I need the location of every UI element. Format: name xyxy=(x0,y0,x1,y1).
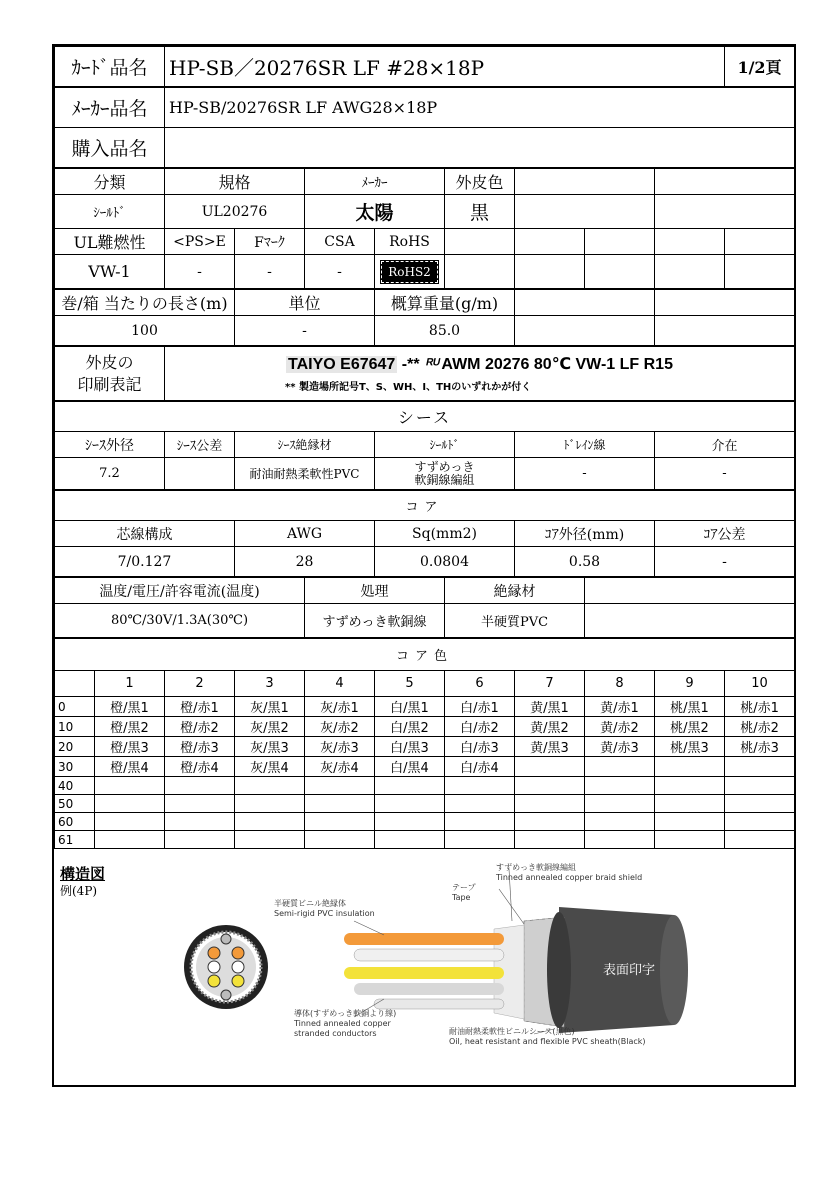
maker-value: 太陽 xyxy=(305,195,445,229)
color-cell: 白/黒1 xyxy=(375,697,445,717)
color-cell xyxy=(725,795,795,813)
color-cell: 橙/赤1 xyxy=(165,697,235,717)
sheath-od-value: 7.2 xyxy=(55,458,165,490)
rohs2-badge: RoHS2 xyxy=(381,261,438,283)
color-cell: 白/赤1 xyxy=(445,697,515,717)
length-value: 100 xyxy=(55,316,235,346)
filler-value: - xyxy=(655,458,795,490)
sheath-label-en: Oil, heat resistant and flexible PVC sheath(Black) xyxy=(449,1037,646,1046)
print-label xyxy=(55,347,165,401)
ul-recognized-icon: ᴿᵁ xyxy=(424,356,442,373)
color-cell xyxy=(235,831,305,849)
sheath-tol-header: ｼｰｽ公差 xyxy=(165,432,235,458)
empty-cell xyxy=(55,671,95,697)
color-row xyxy=(55,697,795,717)
color-cell: 桃/赤3 xyxy=(725,737,795,757)
color-cell xyxy=(95,777,165,795)
print-text-cell xyxy=(165,347,795,401)
color-cell xyxy=(445,813,515,831)
strand-header: 芯線構成 xyxy=(55,521,235,547)
header-table xyxy=(54,46,795,87)
color-row xyxy=(55,757,795,777)
rohs-value-cell xyxy=(375,255,445,289)
maker-name-value: HP-SB/20276SR LF AWG28×18P xyxy=(165,88,795,128)
f-mark-header: Fﾏｰｸ xyxy=(235,229,305,255)
color-cell: 黄/赤1 xyxy=(585,697,655,717)
sheath-table xyxy=(54,401,795,490)
empty-cell xyxy=(655,169,795,195)
empty-cell xyxy=(585,578,795,604)
color-cell: 黄/黒2 xyxy=(515,717,585,737)
color-cell: 桃/赤1 xyxy=(725,697,795,717)
color-cell: 橙/黒2 xyxy=(95,717,165,737)
color-cell: 灰/赤3 xyxy=(305,737,375,757)
core-tol-value: - xyxy=(655,547,795,577)
color-row-index: 20 xyxy=(55,737,95,757)
print-label-line2: 印刷表記 xyxy=(77,374,142,394)
conductor-label-en1: Tinned annealed copper xyxy=(294,1019,391,1028)
color-cell xyxy=(445,777,515,795)
empty-cell xyxy=(515,229,585,255)
purchase-name-label: 購入品名 xyxy=(55,128,165,168)
empty-cell xyxy=(515,169,655,195)
insulation-header: 絶縁材 xyxy=(445,578,585,604)
core-title: コア xyxy=(55,491,795,521)
empty-cell xyxy=(445,229,515,255)
pse-value: - xyxy=(165,255,235,289)
spec-sheet xyxy=(52,44,796,1087)
color-cell: 桃/黒3 xyxy=(655,737,725,757)
color-row-index: 10 xyxy=(55,717,95,737)
insulation-label xyxy=(274,899,375,919)
color-cell xyxy=(655,757,725,777)
insulation-label-en: Semi-rigid PVC insulation xyxy=(274,909,375,918)
color-col-header: 4 xyxy=(305,671,375,697)
color-cell xyxy=(235,795,305,813)
standard-header: 規格 xyxy=(165,169,305,195)
print-text-line1 xyxy=(165,354,794,374)
color-cell: 灰/赤2 xyxy=(305,717,375,737)
treatment-value: すずめっき軟銅線 xyxy=(305,604,445,638)
ul-flame-value: VW-1 xyxy=(55,255,165,289)
color-cell: 白/赤3 xyxy=(445,737,515,757)
empty-cell xyxy=(515,255,585,289)
shield-value: すずめっき 軟銅線編組 xyxy=(375,458,515,490)
color-cell xyxy=(305,813,375,831)
empty-cell xyxy=(655,290,795,316)
length-header: 巻/箱 当たりの長さ(m) xyxy=(55,290,235,316)
sheath-label xyxy=(449,1027,646,1047)
drain-header: ﾄﾞﾚｲﾝ線 xyxy=(515,432,655,458)
core-color-table xyxy=(54,638,795,849)
color-cell: 黄/黒1 xyxy=(515,697,585,717)
maker-name-label: ﾒｰｶｰ品名 xyxy=(55,88,165,128)
color-cell: 白/黒4 xyxy=(375,757,445,777)
color-cell: 橙/赤3 xyxy=(165,737,235,757)
color-cell xyxy=(375,813,445,831)
color-row-index: 61 xyxy=(55,831,95,849)
color-cell xyxy=(655,795,725,813)
color-cell xyxy=(95,831,165,849)
pse-header: <PS>E xyxy=(165,229,235,255)
color-cell: 灰/赤4 xyxy=(305,757,375,777)
length-table xyxy=(54,289,795,346)
unit-value: - xyxy=(235,316,375,346)
color-row xyxy=(55,717,795,737)
empty-cell xyxy=(445,255,515,289)
core-color-header-row xyxy=(55,671,795,697)
structure-diagram xyxy=(54,849,794,1078)
tape-label xyxy=(452,883,476,903)
temp-table xyxy=(54,577,795,638)
conductor-label xyxy=(294,1009,396,1039)
color-row xyxy=(55,737,795,757)
color-cell xyxy=(165,813,235,831)
color-cell xyxy=(375,777,445,795)
shield-header: ｼｰﾙﾄﾞ xyxy=(375,432,515,458)
temp-value: 80℃/30V/1.3A(30℃) xyxy=(55,604,305,638)
maker-header: ﾒｰｶｰ xyxy=(305,169,445,195)
braid-label-jp: すずめっき軟銅線編組 xyxy=(496,863,576,872)
color-cell: 灰/黒1 xyxy=(235,697,305,717)
tape-label-en: Tape xyxy=(452,893,471,902)
unit-header: 単位 xyxy=(235,290,375,316)
color-cell: 灰/黒4 xyxy=(235,757,305,777)
weight-header: 概算重量(g/m) xyxy=(375,290,515,316)
braid-label xyxy=(496,863,642,883)
sheath-color-value: 黒 xyxy=(445,195,515,229)
class-header: 分類 xyxy=(55,169,165,195)
color-cell: 桃/赤2 xyxy=(725,717,795,737)
color-cell xyxy=(585,795,655,813)
color-cell xyxy=(725,831,795,849)
insulation-value: 半硬質PVC xyxy=(445,604,585,638)
color-cell xyxy=(725,757,795,777)
empty-cell xyxy=(655,229,725,255)
color-cell: 桃/黒2 xyxy=(655,717,725,737)
color-row xyxy=(55,813,795,831)
color-col-header: 6 xyxy=(445,671,515,697)
empty-cell xyxy=(655,195,795,229)
core-color-title: コア色 xyxy=(55,639,795,671)
color-col-header: 2 xyxy=(165,671,235,697)
classification-table xyxy=(54,168,795,289)
card-name-label: ｶｰﾄﾞ品名 xyxy=(55,47,165,87)
conductor-label-en2: stranded conductors xyxy=(294,1029,377,1038)
conductor-label-jp: 導体(すずめっき軟銅より線) xyxy=(294,1009,397,1018)
sheath-label-jp: 耐油耐熱柔軟性ビニルシース(黒色) xyxy=(449,1027,575,1036)
color-cell xyxy=(515,757,585,777)
print-table xyxy=(54,346,795,401)
color-cell xyxy=(165,777,235,795)
color-col-header: 7 xyxy=(515,671,585,697)
color-cell xyxy=(375,831,445,849)
color-cell xyxy=(165,831,235,849)
empty-cell xyxy=(585,255,655,289)
color-col-header: 10 xyxy=(725,671,795,697)
print-taiyo: TAIYO E67647 xyxy=(288,356,396,373)
color-cell xyxy=(585,831,655,849)
color-cell xyxy=(655,777,725,795)
color-col-header: 3 xyxy=(235,671,305,697)
csa-value: - xyxy=(305,255,375,289)
color-cell: 灰/黒3 xyxy=(235,737,305,757)
color-cell xyxy=(95,795,165,813)
structure-example: 例(4P) xyxy=(60,884,98,898)
csa-header: CSA xyxy=(305,229,375,255)
color-cell xyxy=(585,813,655,831)
core-od-value: 0.58 xyxy=(515,547,655,577)
color-row-index: 30 xyxy=(55,757,95,777)
color-cell xyxy=(235,813,305,831)
empty-cell xyxy=(725,255,795,289)
color-row-index: 0 xyxy=(55,697,95,717)
color-cell: 白/赤2 xyxy=(445,717,515,737)
color-row-index: 40 xyxy=(55,777,95,795)
color-cell xyxy=(585,757,655,777)
empty-cell xyxy=(515,290,655,316)
rohs-header: RoHS xyxy=(375,229,445,255)
print-dash: -** xyxy=(397,356,424,373)
color-cell: 黄/赤3 xyxy=(585,737,655,757)
color-row-index: 60 xyxy=(55,813,95,831)
core-color-rows xyxy=(55,697,795,849)
empty-cell xyxy=(585,604,795,638)
color-cell: 橙/赤2 xyxy=(165,717,235,737)
color-cell: 橙/黒3 xyxy=(95,737,165,757)
insulation-label-jp: 半硬質ビニル絶縁体 xyxy=(274,899,346,908)
color-row xyxy=(55,795,795,813)
color-cell xyxy=(445,795,515,813)
color-cell xyxy=(655,831,725,849)
sheath-color-header: 外皮色 xyxy=(445,169,515,195)
class-value: ｼｰﾙﾄﾞ xyxy=(55,195,165,229)
color-col-header: 1 xyxy=(95,671,165,697)
purchase-name-value xyxy=(165,128,795,168)
cable-illustration xyxy=(54,849,794,1078)
color-cell xyxy=(515,831,585,849)
braid-label-en: Tinned annealed copper braid shield xyxy=(496,873,643,882)
maker-table xyxy=(54,87,795,168)
color-cell xyxy=(515,777,585,795)
sheath-material-value: 耐油耐熱柔軟性PVC xyxy=(235,458,375,490)
color-cell xyxy=(655,813,725,831)
color-cell: 黄/黒3 xyxy=(515,737,585,757)
color-cell: 白/赤4 xyxy=(445,757,515,777)
sq-value: 0.0804 xyxy=(375,547,515,577)
color-row xyxy=(55,777,795,795)
page-number: 1/2頁 xyxy=(725,47,795,87)
color-cell xyxy=(515,813,585,831)
empty-cell xyxy=(725,229,795,255)
color-cell: 黄/赤2 xyxy=(585,717,655,737)
color-cell xyxy=(305,777,375,795)
color-col-header: 5 xyxy=(375,671,445,697)
empty-cell xyxy=(585,229,655,255)
sheath-material-header: ｼｰｽ絶縁材 xyxy=(235,432,375,458)
color-cell: 橙/黒4 xyxy=(95,757,165,777)
card-name-value: HP-SB／20276SR LF #28×18P xyxy=(165,47,725,87)
empty-cell xyxy=(515,316,655,346)
strand-value: 7/0.127 xyxy=(55,547,235,577)
core-tol-header: ｺｱ公差 xyxy=(655,521,795,547)
surface-print-label: 表面印字 xyxy=(602,963,656,978)
empty-cell xyxy=(655,316,795,346)
color-cell xyxy=(375,795,445,813)
color-cell: 灰/黒2 xyxy=(235,717,305,737)
color-cell: 桃/黒1 xyxy=(655,697,725,717)
color-cell: 灰/赤1 xyxy=(305,697,375,717)
empty-cell xyxy=(655,255,725,289)
sq-header: Sq(mm2) xyxy=(375,521,515,547)
color-cell: 橙/赤4 xyxy=(165,757,235,777)
color-cell xyxy=(305,795,375,813)
treatment-header: 処理 xyxy=(305,578,445,604)
color-col-header: 8 xyxy=(585,671,655,697)
core-od-header: ｺｱ外径(mm) xyxy=(515,521,655,547)
color-row-index: 50 xyxy=(55,795,95,813)
core-table xyxy=(54,490,795,577)
structure-title: 構造図 xyxy=(60,865,106,883)
cross-section-icon xyxy=(184,925,268,1009)
tape-label-jp: テープ xyxy=(452,883,476,892)
print-label-line1: 外皮の xyxy=(85,352,134,372)
sheath-od-header: ｼｰｽ外径 xyxy=(55,432,165,458)
color-cell xyxy=(95,813,165,831)
temp-header: 温度/電圧/許容電流(温度) xyxy=(55,578,305,604)
print-text-line2: ** 製造場所記号T、S、WH、I、THのいずれかが付く xyxy=(285,382,532,393)
standard-value: UL20276 xyxy=(165,195,305,229)
sheath-title: シース xyxy=(55,402,795,432)
ul-flame-header: UL難燃性 xyxy=(55,229,165,255)
sheath-tol-value xyxy=(165,458,235,490)
drain-value: - xyxy=(515,458,655,490)
empty-cell xyxy=(515,195,655,229)
color-cell: 白/黒2 xyxy=(375,717,445,737)
color-cell xyxy=(445,831,515,849)
color-cell xyxy=(305,831,375,849)
f-mark-value: - xyxy=(235,255,305,289)
color-cell xyxy=(165,795,235,813)
awg-header: AWG xyxy=(235,521,375,547)
weight-value: 85.0 xyxy=(375,316,515,346)
color-cell xyxy=(235,777,305,795)
color-cell xyxy=(725,813,795,831)
print-awm: AWM 20276 80℃ VW-1 LF R15 xyxy=(441,356,673,373)
awg-value: 28 xyxy=(235,547,375,577)
color-cell xyxy=(585,777,655,795)
color-cell xyxy=(515,795,585,813)
filler-header: 介在 xyxy=(655,432,795,458)
color-cell: 橙/黒1 xyxy=(95,697,165,717)
color-col-header: 9 xyxy=(655,671,725,697)
color-cell xyxy=(725,777,795,795)
color-row xyxy=(55,831,795,849)
color-cell: 白/黒3 xyxy=(375,737,445,757)
